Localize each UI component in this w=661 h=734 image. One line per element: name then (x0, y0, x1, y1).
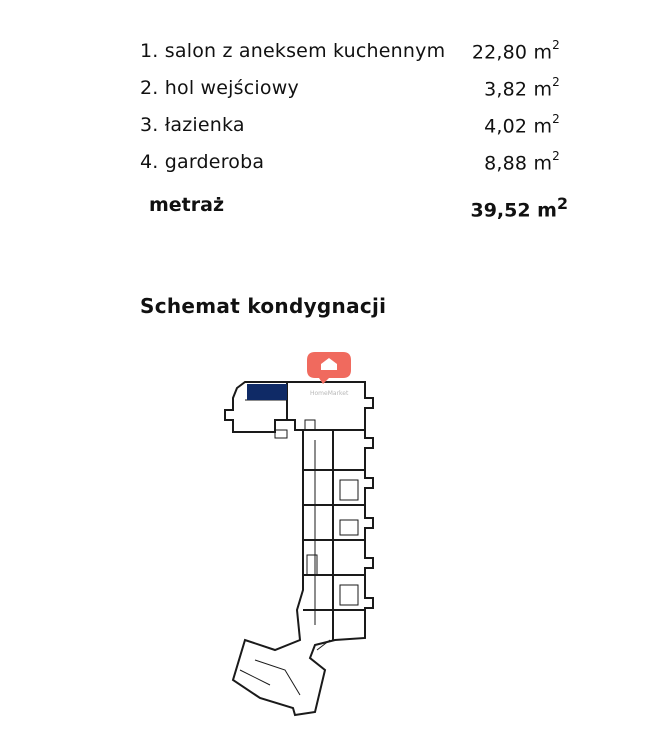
room-list (140, 36, 568, 228)
floor-plan-drawing (215, 340, 385, 725)
watermark-text: HomeMarket (310, 390, 349, 397)
room-name: 1. salon z aneksem kuchennym (140, 40, 446, 62)
room-name: 3. łazienka (140, 114, 245, 136)
room-name: 4. garderoba (140, 151, 265, 173)
section-title: Schemat kondygnacji (140, 294, 387, 318)
total-label: metraż (149, 194, 225, 216)
room-row-1 (140, 36, 560, 73)
room-area: 4,02 $m^2$ (484, 112, 560, 138)
total-area: 39,52 $m^2$ (470, 194, 568, 222)
room-name: 2. hol wejściowy (140, 77, 299, 99)
total-area-row (140, 188, 568, 228)
highlighted-apartment (247, 384, 287, 400)
room-row-2 (140, 73, 560, 110)
room-area: 3,82 $m^2$ (484, 75, 560, 101)
room-area: 8,88 $m^2$ (484, 149, 560, 175)
room-row-3 (140, 110, 560, 147)
room-row-4 (140, 147, 560, 184)
room-area: 22,80 $m^2$ (471, 38, 560, 64)
home-map-pin-icon (307, 352, 351, 384)
floor-plan (215, 340, 385, 725)
